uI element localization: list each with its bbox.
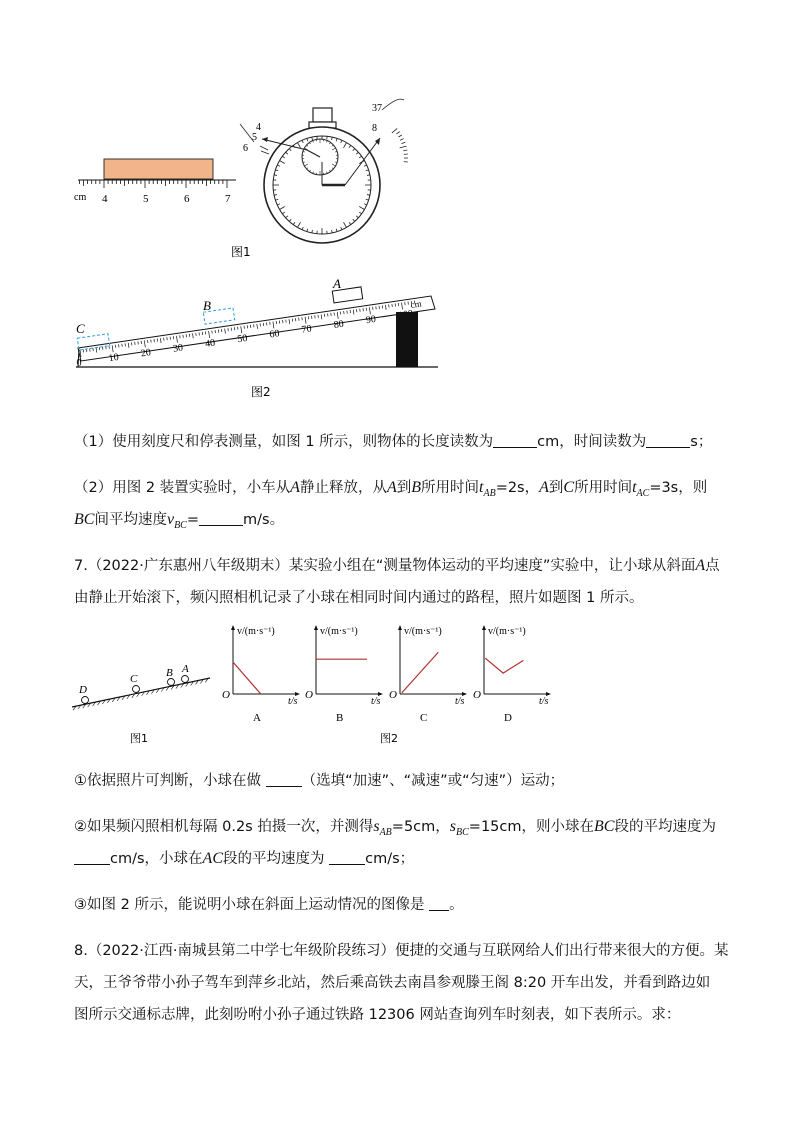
answer-blank-vbc[interactable] <box>74 850 110 865</box>
incline-ruler-label: 30 <box>172 342 184 355</box>
vt-x-label: t/s <box>455 696 465 707</box>
answer-blank-time[interactable] <box>646 433 690 448</box>
q8-line1 <box>74 941 728 961</box>
var-s: s <box>449 818 457 835</box>
q7-text: 7.（2022·广东惠州八年级期末）某实验小组在“测量物体运动的平均速度”实验中，让小球从斜面 <box>74 558 696 574</box>
vt-x-label: t/s <box>539 696 549 707</box>
vt-origin: O <box>389 689 397 701</box>
q7-sub3 <box>74 895 464 915</box>
q7-text: （选填“加速”、“减速”或“匀速”）运动； <box>301 773 565 789</box>
q7-text: ②如果频闪照相机每隔 0.2s 拍摄一次，并测得 <box>74 819 374 835</box>
q8-text: 8.（2022·江西·南城县第二中学七年级阶段练习）便捷的交通与互联网给人们出行带来很大的方便。某 <box>74 943 729 959</box>
q7-text: cm/s，小球在 <box>110 851 203 867</box>
q6-p1-text: （1）使用刻度尺和停表测量，如图 1 所示，则物体的长度读数为 <box>74 434 494 450</box>
subscript: BC <box>174 519 187 531</box>
q8-line2 <box>74 973 710 993</box>
incline-ruler-label: 40 <box>204 337 216 350</box>
fig1-ruler-label: 7 <box>225 193 231 205</box>
minute-label: 4 <box>256 122 261 133</box>
support-block <box>396 312 418 367</box>
ball-label-d: D <box>79 684 87 696</box>
vt-curve <box>402 652 439 693</box>
var-a: A <box>386 479 397 496</box>
var-c: C <box>563 479 575 496</box>
q6-p2-text: =2s， <box>495 480 540 496</box>
q7-fig1 <box>72 663 210 710</box>
q6-part2 <box>74 478 707 504</box>
vt-y-arrow <box>314 625 318 630</box>
q6-p2-text: = <box>186 512 199 528</box>
vt-option-label: A <box>253 712 261 724</box>
label-a: A <box>333 276 341 291</box>
minute-label: 6 <box>243 143 248 154</box>
minute-label: 5 <box>252 132 257 143</box>
var-bc: BC <box>74 511 95 528</box>
q6-p1-text: cm，时间读数为 <box>537 434 647 450</box>
fig2-incline <box>76 276 438 369</box>
vt-y-label: v/(m·s⁻¹) <box>237 626 275 637</box>
vt-option-label: B <box>336 712 344 724</box>
var-v: v <box>166 511 175 528</box>
q7-text: 由静止开始滚下，频闪照相机记录了小球在相同时间内通过的路程，照片如题图 1 所示。 <box>74 590 644 606</box>
vt-y-arrow <box>231 625 235 630</box>
incline-ruler-label: 0 <box>75 357 83 369</box>
fig1-ruler-label: 6 <box>184 193 190 205</box>
incline-ruler-label: 10 <box>107 351 120 365</box>
vt-origin: O <box>222 689 230 701</box>
var-b: B <box>411 479 422 496</box>
vt-origin: O <box>473 689 481 701</box>
vt-origin: O <box>305 689 313 701</box>
var-a: A <box>695 557 706 574</box>
incline-ruler-label: 90 <box>365 313 377 327</box>
answer-blank-vac[interactable] <box>329 850 365 865</box>
q7-sub1 <box>74 771 564 791</box>
answer-blank-speed[interactable] <box>199 511 243 526</box>
q7-text: cm/s； <box>365 851 415 867</box>
q6-p1-text: s； <box>690 434 713 450</box>
fig1-ruler-unit: cm <box>74 192 87 203</box>
q8-text: 图所示交通标志牌，此刻吩咐小孙子通过铁路 12306 网站查询列车时刻表，如下表所示。求： <box>74 1007 681 1023</box>
q7-caption2: 图2 <box>380 732 398 745</box>
q6-part2-line2 <box>74 510 284 536</box>
incline-ruler-label: 80 <box>333 318 345 331</box>
ball-label-c: C <box>130 673 138 685</box>
var-t: t <box>479 479 484 496</box>
label-c: C <box>76 321 85 336</box>
var-s: s <box>373 818 380 835</box>
q7-caption1: 图1 <box>130 732 148 745</box>
var-bc: BC <box>594 818 615 835</box>
incline-ruler-label: 70 <box>300 323 313 336</box>
var-a: A <box>539 479 549 496</box>
vt-y-arrow <box>398 625 402 630</box>
q7-text: 段的平均速度为 <box>223 851 325 867</box>
fig1-ruler-label: 4 <box>102 193 108 205</box>
vt-curve <box>233 662 261 694</box>
subscript: AB <box>379 826 392 838</box>
q6-part1 <box>74 432 712 452</box>
q6-p2-text: 所用时间 <box>574 480 633 496</box>
fig2-caption: 图2 <box>251 385 271 399</box>
q6-p2-text: m/s。 <box>243 512 285 528</box>
vt-option-label: C <box>420 712 428 724</box>
label-b: B <box>203 298 211 313</box>
q7-sub2 <box>74 817 716 843</box>
subscript: AB <box>483 487 496 499</box>
fig1-caption: 图1 <box>231 245 251 259</box>
vt-graphs <box>222 625 551 724</box>
q6-p2-text: 到 <box>396 480 412 496</box>
var-t: t <box>632 479 637 496</box>
q8-line3 <box>74 1005 680 1025</box>
second-scale-tick <box>401 142 405 143</box>
var-a: A <box>290 479 300 496</box>
q7-text: 。 <box>449 897 464 913</box>
vt-y-label: v/(m·s⁻¹) <box>404 626 442 637</box>
q7-stem-line2 <box>74 588 643 608</box>
second-scale-tick <box>398 135 401 137</box>
q7-text: 段的平均速度为 <box>614 819 716 835</box>
vt-x-label: t/s <box>288 696 298 707</box>
q6-p2-text: 所用时间 <box>421 480 480 496</box>
q7-text: ③如图 2 所示，能说明小球在斜面上运动情况的图像是 <box>74 897 425 913</box>
second-scale-tick <box>392 128 397 132</box>
second-scale-tick <box>400 146 407 148</box>
subscript: BC <box>456 826 469 838</box>
vt-y-label: v/(m·s⁻¹) <box>488 626 526 637</box>
fig1-ruler <box>74 159 236 205</box>
ball-label-b: B <box>166 667 173 679</box>
second-scale-tick <box>403 150 407 151</box>
measured-block <box>104 159 213 179</box>
var-ac: AC <box>202 850 223 867</box>
answer-blank-graph[interactable] <box>429 896 449 911</box>
q7-text: 点 <box>705 558 720 574</box>
ball-label-a: A <box>182 663 189 675</box>
subscript: AC <box>636 487 650 499</box>
q6-p2-text: 间平均速度 <box>94 512 167 528</box>
second-label: 37 <box>372 103 382 114</box>
incline-ruler-label: 20 <box>140 347 152 360</box>
second-scale-tick <box>400 139 404 141</box>
q6-p2-text: 静止释放，从 <box>299 480 387 496</box>
q6-p2-text: =3s，则 <box>649 480 708 496</box>
incline-ruler-label: 60 <box>268 328 281 341</box>
q7-stem-line1 <box>74 556 720 576</box>
incline-ruler-label: 50 <box>236 332 249 346</box>
stopwatch <box>240 99 408 243</box>
vt-y-arrow <box>482 625 486 630</box>
q7-text: =15cm，则小球在 <box>468 819 594 835</box>
q7-text: ①依据照片可判断，小球在做 <box>74 773 261 789</box>
q6-p2-text: （2）用图 2 装置实验时，小车从 <box>74 480 291 496</box>
vt-x-label: t/s <box>371 696 381 707</box>
second-label: 8 <box>372 123 377 134</box>
q7-text: =5cm， <box>391 819 450 835</box>
vt-curve <box>485 658 523 673</box>
q7-sub2-line2 <box>74 849 414 869</box>
q8-text: 天，王爷爷带小孙子驾车到萍乡北站，然后乘高铁去南昌参观滕王阁 8:20 开车出发，并看到路边如 <box>74 975 711 991</box>
vt-y-label: v/(m·s⁻¹) <box>320 626 358 637</box>
fig1-ruler-label: 5 <box>143 193 149 205</box>
answer-blank-length[interactable] <box>493 433 537 448</box>
second-scale-tick <box>396 132 399 134</box>
q6-p2-text: 到 <box>548 480 564 496</box>
vt-option-label: D <box>504 712 512 724</box>
answer-blank-motion[interactable] <box>266 772 302 787</box>
fig2-ruler-unit: cm <box>409 298 423 310</box>
